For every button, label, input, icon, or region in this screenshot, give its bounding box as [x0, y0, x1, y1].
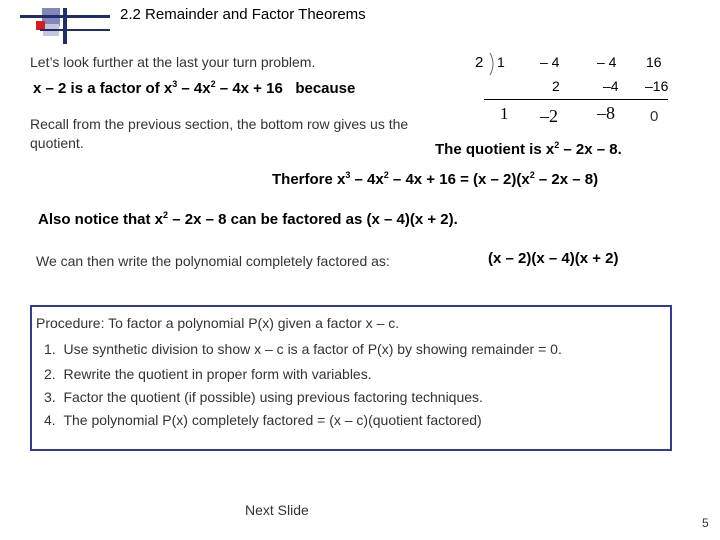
because-word: because: [295, 80, 356, 97]
synthetic-coef-1: 1: [497, 54, 505, 70]
synthetic-product-2: –4: [603, 78, 619, 94]
therefore-statement: Therfore $x^3 - 4x^2 - 4x + 16 = (x - 2)(x^2 - 2x - 8)$: [272, 170, 599, 188]
complete-factor-result: (x – 2)(x – 4)(x + 2): [488, 250, 619, 267]
quotient-statement: The quotient is $x^2 - 2x - 8$.: [435, 140, 622, 158]
synthetic-result-1: 1: [500, 104, 509, 123]
synthetic-result-2: –2: [540, 106, 558, 126]
synthetic-coef-3: – 4: [597, 54, 617, 70]
logo-line-vertical: [63, 8, 67, 44]
complete-factor-text: We can then write the polynomial completely factored as:: [36, 253, 390, 269]
procedure-step-1: 1. Use synthetic division to show x – c is a factor of P(x) by showing remainder = 0.: [44, 341, 562, 357]
procedure-step-3: 3. Factor the quotient (if possible) using previous factoring techniques.: [44, 389, 483, 405]
procedure-step-4: 4. The polynomial P(x) completely factored = (x – c)(quotient factored): [44, 412, 482, 428]
synthetic-coef-4: 16: [646, 54, 662, 70]
page-title: 2.2 Remainder and Factor Theorems: [120, 6, 366, 23]
logo-line-bottom: [40, 29, 110, 31]
page-number: 5: [702, 516, 709, 530]
synthetic-remainder: 0: [650, 108, 659, 125]
recall-line-1: Recall from the previous section, the bottom row gives us the: [30, 116, 409, 132]
synthetic-product-1: 2: [552, 78, 560, 94]
synthetic-rule: [484, 99, 668, 100]
intro-text: Let’s look further at the last your turn problem.: [30, 54, 316, 70]
procedure-step-2: 2. Rewrite the quotient in proper form with variables.: [44, 366, 372, 382]
factor-statement: x – 2 is a factor of $x^3 - 4x^2 - 4x + 16$ because: [33, 79, 356, 97]
synthetic-divisor: 2: [475, 54, 484, 71]
also-notice-statement: Also notice that $x^2 - 2x - 8$ can be factored as (x – 4)(x + 2).: [38, 210, 458, 228]
next-slide-link[interactable]: Next Slide: [245, 502, 309, 518]
recall-line-2: quotient.: [30, 135, 84, 151]
synthetic-coef-2: – 4: [540, 54, 560, 70]
procedure-heading: Procedure: To factor a polynomial P(x) given a factor x – c.: [36, 315, 400, 331]
synthetic-product-3: –16: [645, 78, 669, 94]
synthetic-result-3: –8: [597, 103, 615, 123]
